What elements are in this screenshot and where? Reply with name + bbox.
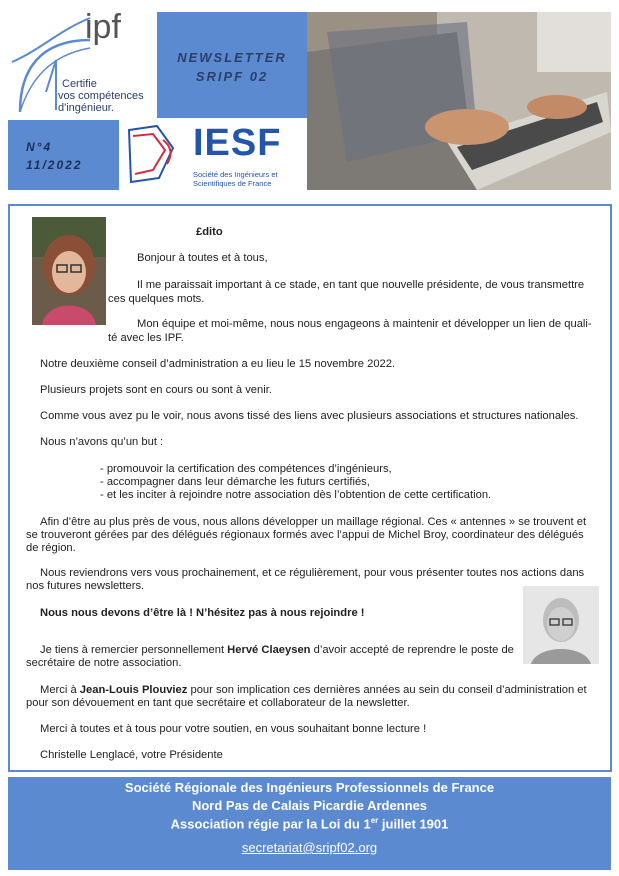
thanks-jl-pre: Merci à — [40, 684, 80, 696]
president-portrait — [32, 217, 106, 325]
issue-box — [8, 120, 119, 190]
laptop-typing-photo — [307, 12, 611, 190]
goal-item: - promouvoir la certification des compétences d’ingénieurs, — [100, 463, 392, 475]
goal-item: - accompagner dans leur démarche les futurs certifiés, — [100, 476, 370, 488]
footer-email-link[interactable]: secretariat@sripf02.org — [241, 840, 378, 855]
maillage-line3: de région. — [26, 542, 76, 554]
maillage-line1: Afin d’être au plus près de vous, nous allons développer un maillage régional. Ces « antennes » se trouvent et — [40, 516, 587, 528]
footer-line3-post: juillet 1901 — [378, 816, 449, 832]
signature: Christelle Lenglacé, votre Présidente — [40, 749, 223, 761]
issue-date: 11/2022 — [26, 158, 83, 172]
para2-line1: Mon équipe et moi-même, nous nous engageons à maintenir et développer un lien de quali- — [137, 318, 592, 330]
president-photo — [32, 217, 106, 325]
footer-line3-pre: Association régie par la Loi du 1 — [170, 816, 371, 832]
goal-item: - et les inciter à rejoindre notre association dès l’obtention de cette certification. — [100, 489, 492, 501]
para-but: Nous n’avons qu’un but : — [40, 436, 164, 448]
ipf-tagline-1: Certifie — [62, 78, 97, 90]
reviendrons-line1: Nous reviendrons vers vous prochainement, et ce régulièrement, pour vous présenter toutes nos actions dans — [40, 567, 585, 579]
para-liens: Comme vous avez pu le voir, nous avons tissé des liens avec plusieurs associations et structures nationales. — [40, 410, 579, 422]
greeting: Bonjour à toutes et à tous, — [137, 252, 268, 264]
para1-line2: ces quelques mots. — [108, 293, 205, 305]
secretary-portrait — [523, 586, 599, 664]
thanks-herve-line1 — [40, 643, 514, 657]
ipf-logo — [0, 0, 157, 120]
iesf-subtitle-1: Société des Ingénieurs et — [193, 170, 278, 179]
secretary-photo — [523, 586, 599, 664]
thanks-herve-post: d’avoir accepté de reprendre le poste de — [310, 644, 514, 656]
editorial-heading: £dito — [196, 226, 223, 238]
newsletter-title-box — [157, 12, 307, 118]
footer-line2: Nord Pas de Calais Picardie Ardennes — [191, 798, 428, 813]
newsletter-title-line2: SRIPF 02 — [195, 69, 269, 84]
thanks-herve-line2: secrétaire de notre association. — [26, 657, 182, 669]
ipf-tagline-3: d'ingénieur. — [58, 102, 114, 114]
issue-number: N°4 — [26, 140, 53, 154]
reviendrons-line2: nos futures newsletters. — [26, 580, 145, 592]
thanks-jl-line1 — [40, 683, 587, 697]
thanks-jl-line2: pour son dévouement en tant que secrétaire et collaborateur de la newsletter. — [26, 697, 410, 709]
thanks-herve-name: Hervé Claeysen — [227, 644, 311, 656]
maillage-line2: se trouveront gérées par des délégués régionaux formés avec l’appui de Michel Broy, coordinateur des délégués — [26, 529, 584, 541]
iesf-subtitle-2: Scientifiques de France — [193, 179, 272, 188]
iesf-emblem-icon — [123, 120, 183, 190]
footer-line3-sup: er — [370, 816, 379, 825]
iesf-logo — [121, 120, 307, 190]
para1-line1: Il me paraissait important à ce stade, en tant que nouvelle présidente, de vous transmettre — [137, 279, 585, 291]
iesf-brand: IESF — [193, 122, 282, 164]
call-to-action: Nous nous devons d’être là ! N’hésitez pas à nous rejoindre ! — [40, 607, 365, 619]
ipf-brand: ipf — [85, 8, 121, 46]
thanks-jl-name: Jean-Louis Plouviez — [79, 684, 188, 696]
para-conseil: Notre deuxième conseil d’administration a eu lieu le 15 novembre 2022. — [40, 358, 396, 370]
footer-line3 — [8, 816, 611, 831]
laptop-photo-illustration — [307, 12, 611, 190]
para2-line2: té avec les IPF. — [108, 332, 184, 344]
para-projets: Plusieurs projets sont en cours ou sont à venir. — [40, 384, 272, 396]
thanks-jl-post: pour son implication ces dernières années au sein du conseil d’administration et — [187, 684, 587, 696]
thanks-herve-pre: Je tiens à remercier personnellement — [40, 644, 228, 656]
footer — [8, 777, 611, 870]
footer-line1: Société Régionale des Ingénieurs Professionnels de France — [124, 780, 495, 795]
newsletter-title-line1: NEWSLETTER — [177, 50, 287, 65]
ipf-tagline-2: vos compétences — [58, 90, 144, 102]
thanks-all: Merci à toutes et à tous pour votre soutien, en vous souhaitant bonne lecture ! — [40, 723, 427, 735]
